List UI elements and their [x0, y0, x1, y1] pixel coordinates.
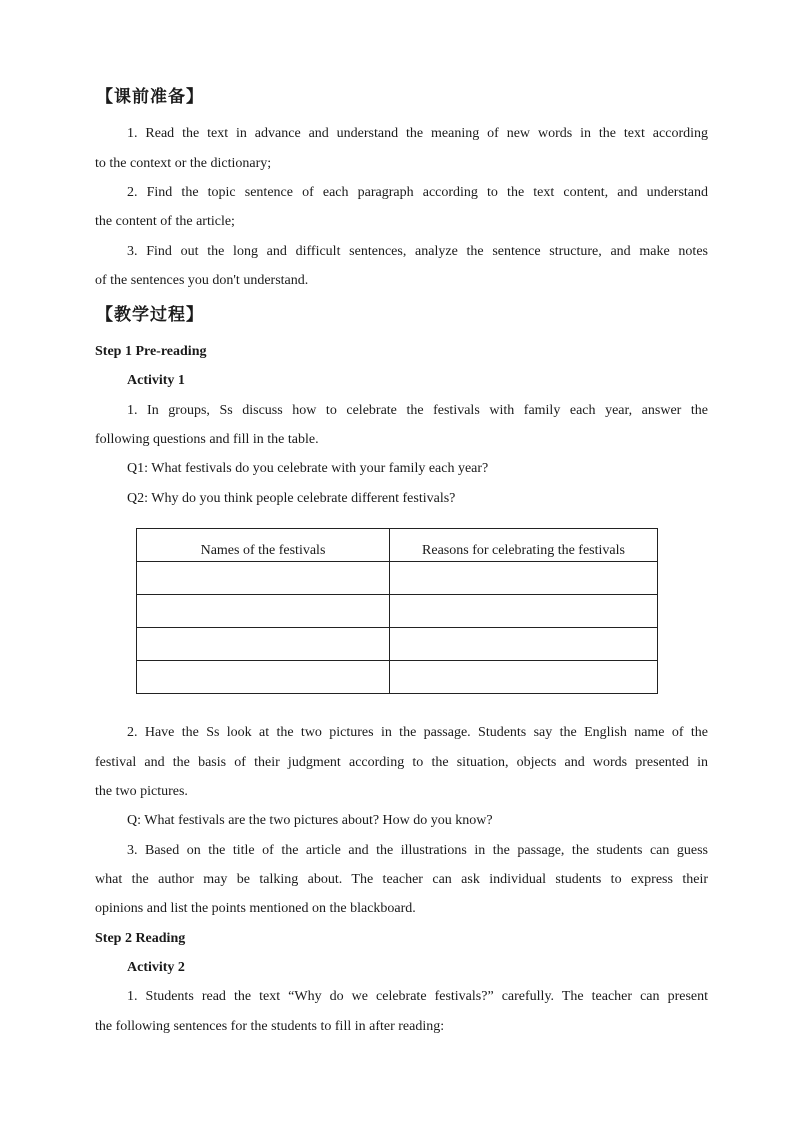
- table-cell[interactable]: [390, 661, 658, 694]
- step1-item-2-line-2: festival and the basis of their judgment according to the situation, objects and words presented in: [95, 755, 708, 770]
- table-header-row: [137, 529, 658, 562]
- step2-title: Step 2 Reading: [95, 931, 186, 946]
- prep-item-3-line-1: 3. Find out the long and difficult sentences, analyze the sentence structure, and make notes: [127, 244, 708, 259]
- festival-table: [136, 528, 658, 694]
- table-cell[interactable]: [390, 562, 658, 595]
- step1-item-2-line-1: 2. Have the Ss look at the two pictures in the passage. Students say the English name of the: [127, 725, 708, 740]
- table-row: [137, 595, 658, 628]
- table-cell[interactable]: [390, 628, 658, 661]
- question-2: Q2: Why do you think people celebrate different festivals?: [127, 491, 456, 506]
- prep-item-1-line-2: to the context or the dictionary;: [95, 156, 272, 171]
- prep-item-1-line-1: 1. Read the text in advance and understand the meaning of new words in the text according: [127, 126, 708, 141]
- table-row: [137, 661, 658, 694]
- table-cell[interactable]: [137, 628, 390, 661]
- step1-item-1-line-2: following questions and fill in the table.: [95, 432, 319, 447]
- question-1: Q1: What festivals do you celebrate with your family each year?: [127, 461, 489, 476]
- table-cell[interactable]: [137, 562, 390, 595]
- step1-item-1-line-1: 1. In groups, Ss discuss how to celebrate the festivals with family each year, answer the: [127, 403, 708, 418]
- step1-title: Step 1 Pre-reading: [95, 344, 207, 359]
- table-row: [137, 628, 658, 661]
- process-heading: 【教学过程】: [96, 305, 204, 325]
- table-cell[interactable]: [390, 595, 658, 628]
- table-header-reasons: Reasons for celebrating the festivals: [390, 529, 658, 562]
- activity-1-label: Activity 1: [127, 373, 185, 388]
- step1-item-3-line-3: opinions and list the points mentioned on the blackboard.: [95, 901, 416, 916]
- step2-item-1-line-2: the following sentences for the students to fill in after reading:: [95, 1019, 445, 1034]
- table-cell[interactable]: [137, 595, 390, 628]
- prep-heading: 【课前准备】: [96, 87, 204, 107]
- table-cell[interactable]: [137, 661, 390, 694]
- step1-item-3-line-1: 3. Based on the title of the article and the illustrations in the passage, the students can guess: [127, 843, 708, 858]
- prep-item-3-line-2: of the sentences you don't understand.: [95, 273, 309, 288]
- prep-item-2-line-2: the content of the article;: [95, 214, 235, 229]
- table-header-festival-names: Names of the festivals: [137, 529, 390, 562]
- prep-item-2-line-1: 2. Find the topic sentence of each paragraph according to the text content, and understand: [127, 185, 708, 200]
- question-pictures: Q: What festivals are the two pictures about? How do you know?: [127, 813, 493, 828]
- step1-item-2-line-3: the two pictures.: [95, 784, 188, 799]
- table-row: [137, 562, 658, 595]
- activity-2-label: Activity 2: [127, 960, 185, 975]
- step1-item-3-line-2: what the author may be talking about. The teacher can ask individual students to express their: [95, 872, 708, 887]
- step2-item-1-line-1: 1. Students read the text “Why do we celebrate festivals?” carefully. The teacher can present: [127, 989, 708, 1004]
